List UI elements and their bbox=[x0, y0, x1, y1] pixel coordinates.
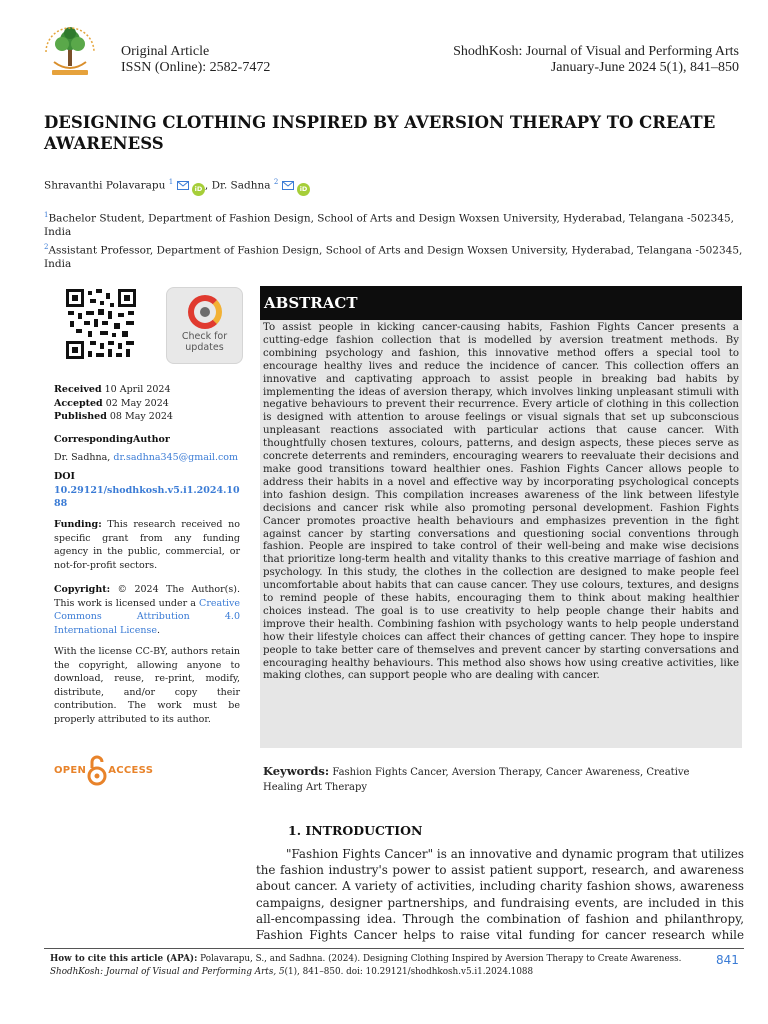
open-access-left: OPEN bbox=[54, 764, 87, 776]
abstract-heading: ABSTRACT bbox=[260, 286, 742, 320]
introduction-heading: 1. INTRODUCTION bbox=[288, 823, 423, 838]
corresponding-label: CorrespondingAuthor bbox=[54, 434, 170, 445]
issue-info: January-June 2024 5(1), 841–850 bbox=[550, 60, 739, 75]
header-right bbox=[453, 44, 739, 76]
published-value: 08 May 2024 bbox=[109, 411, 173, 423]
affiliation-superscript: 1 bbox=[44, 211, 49, 219]
funding-note bbox=[54, 518, 240, 572]
author-name: Shravanthi Polavarapu bbox=[44, 179, 166, 192]
published-label: Published bbox=[54, 411, 107, 423]
check-for-updates-badge[interactable] bbox=[166, 287, 243, 364]
corresponding-name: Dr. Sadhna, bbox=[54, 451, 114, 463]
received-date bbox=[54, 383, 240, 397]
check-updates-label bbox=[167, 331, 242, 353]
affiliation-superscript: 2 bbox=[44, 243, 49, 251]
license-link[interactable]: Creative Commons Attribution 4.0 International License bbox=[54, 597, 240, 636]
citation-rest: (1), 841–850. doi: 10.29121/shodhkosh.v5.i1.2024.1088 bbox=[284, 966, 534, 977]
affiliation-text: Bachelor Student, Department of Fashion Design, School of Arts and Design Woxsen University, Hyderabad, Telangana -502345, India bbox=[44, 212, 734, 238]
citation-label: How to cite this article (APA): bbox=[50, 954, 198, 964]
update-dot-icon bbox=[200, 307, 210, 317]
funding-text: This research received no specific grant from any funding agency in the public, commercial, or not-for-profit sectors. bbox=[54, 519, 240, 571]
license-note: With the license CC-BY, authors retain the copyright, allowing anyone to download, reuse, re-print, modify, distribute, and/or copy their contribution. The work must be properly attributed to its author. bbox=[54, 646, 240, 725]
affiliation-1 bbox=[44, 209, 744, 239]
doi-link[interactable]: 10.29121/shodhkosh.v5.i1.2024.1088 bbox=[54, 484, 240, 510]
published-date bbox=[54, 410, 240, 424]
author-superscript: 1 bbox=[168, 178, 174, 186]
author-name: Dr. Sadhna bbox=[211, 179, 271, 192]
page-number: 841 bbox=[716, 953, 739, 967]
author-list bbox=[44, 178, 310, 196]
citation bbox=[50, 953, 690, 978]
mail-icon[interactable] bbox=[177, 181, 189, 190]
copyright-text: © 2024 The Author(s). This work is licensed under a bbox=[54, 584, 240, 609]
accepted-date bbox=[54, 397, 240, 411]
update-ring-icon bbox=[188, 295, 222, 329]
author-separator: , bbox=[204, 179, 212, 192]
citation-journal: ShodhKosh: Journal of Visual and Performing Arts, 5 bbox=[50, 966, 285, 977]
received-value: 10 April 2024 bbox=[104, 384, 171, 395]
introduction-text: "Fashion Fights Cancer" is an innovative and dynamic program that utilizes the fashion industry's power to assist patient support, research, and awareness about cancer. A variety of activities, including charity fashion shows, awareness campaigns, designer partnerships, and fundraising events, are included in this all-encompassing idea. Through the combination of fashion and philanthropy, Fashion Fights Cancer helps to raise vital funding for cancer research while bbox=[256, 847, 744, 943]
copyright-note bbox=[54, 583, 240, 637]
article-title: DESIGNING CLOTHING INSPIRED BY AVERSION THERAPY TO CREATE AWARENESS bbox=[44, 113, 716, 153]
keywords-text: Fashion Fights Cancer, Aversion Therapy, Cancer Awareness, Creative Healing Art Therapy bbox=[263, 767, 690, 793]
article-type: Original Article bbox=[121, 44, 210, 59]
keywords-label: Keywords: bbox=[263, 764, 330, 778]
accepted-label: Accepted bbox=[54, 397, 103, 409]
check-updates-line1: Check for bbox=[181, 331, 228, 342]
open-access-right: ACCESS bbox=[108, 764, 154, 776]
doi-block bbox=[54, 470, 240, 511]
affiliation-2 bbox=[44, 241, 744, 271]
corresponding-author bbox=[54, 433, 240, 464]
check-updates-line2: updates bbox=[185, 342, 224, 353]
citation-authors: Polavarapu, S., and Sadhna. (2024). Designing Clothing Inspired by Aversion Therapy to Create Awareness. bbox=[197, 954, 682, 964]
journal-logo-icon bbox=[40, 22, 100, 82]
orcid-icon[interactable]: iD bbox=[297, 183, 310, 196]
open-access-badge bbox=[54, 753, 153, 787]
received-label: Received bbox=[54, 384, 102, 395]
keywords bbox=[263, 764, 723, 795]
doi-label: DOI bbox=[54, 471, 75, 482]
open-lock-icon bbox=[87, 754, 107, 786]
journal-name: ShodhKosh: Journal of Visual and Performing Arts bbox=[453, 44, 739, 59]
affiliation-text: Assistant Professor, Department of Fashion Design, School of Arts and Design Woxsen University, Hyderabad, Telangana -502345, India bbox=[44, 244, 743, 270]
introduction-paragraph bbox=[256, 846, 744, 946]
issn: ISSN (Online): 2582-7472 bbox=[121, 60, 271, 75]
header-left bbox=[121, 44, 270, 76]
funding-label: Funding: bbox=[54, 519, 102, 530]
author-superscript: 2 bbox=[273, 178, 279, 186]
copyright-end: . bbox=[156, 624, 160, 636]
mail-icon[interactable] bbox=[282, 181, 294, 190]
corresponding-email-link[interactable]: dr.sadhna345@gmail.com bbox=[113, 451, 239, 463]
footer-divider bbox=[44, 948, 744, 949]
orcid-icon[interactable]: iD bbox=[192, 183, 205, 196]
copyright-label: Copyright: bbox=[54, 584, 111, 595]
article-dates bbox=[54, 383, 240, 424]
qr-code-icon[interactable] bbox=[64, 287, 138, 361]
abstract-text: To assist people in kicking cancer-causing habits, Fashion Fights Cancer presents a cutting-edge fashion collection that is modelled by aversion treatment methods. By combining psychology and fashion, this innovative method offers a special tool to encourage healthy lives and reduce the incidence of cancer. This collection offers an innovative and captivating approach to assist people in breaking bad habits by implementing the ideas of aversion therapy, which involves linking unpleasant stimuli with negative behaviours to prevent their recurrence. Every article of clothing in this collection is designed with attention to arouse feelings or visual signals that set up subconscious unpleasant reactions associated with particular actions that cause cancer. With thoughtfully chosen textures, colours, patterns, and design aspects, these pieces serve as concrete deterrents and reminders, encouraging wearers to reevaluate their decisions and make good transitions toward healthier ones. Fashion Fights Cancer allows people to address their habits in a novel and effective way by incorporating psychological concepts into fashion design. This compilation increases awareness of the link between lifestyle decisions and cancer risk while also promoting personal development. Fashion Fights Cancer promotes proactive health behaviours and emphasizes prevention in the fight against cancer by starting conversations and questioning social conventions through fashion. People are inspired to take control of their well-being and make wise decisions that prioritize long-term health and vitality thanks to this creative marriage of fashion and psychology. In this study, the clothes in the collection are designed to make people feel uncomfortable about habits that can cause cancer. They use colours, textures, and designs to remind people of these habits, encouraging them to think about making healthier choices instead. The goal is to use creativity to help people change their habits and improve their health. Combining fashion with psychology wants to help people understand how their lifestyle choices can affect their chances of getting cancer. They hope to inspire people to take better care of themselves and prevent cancer by starting conversations and encouraging healthy behaviours. This method also shows how using creative activities, like making clothes, can support people who are dealing with cancer. bbox=[260, 320, 742, 748]
accepted-value: 02 May 2024 bbox=[105, 397, 169, 409]
